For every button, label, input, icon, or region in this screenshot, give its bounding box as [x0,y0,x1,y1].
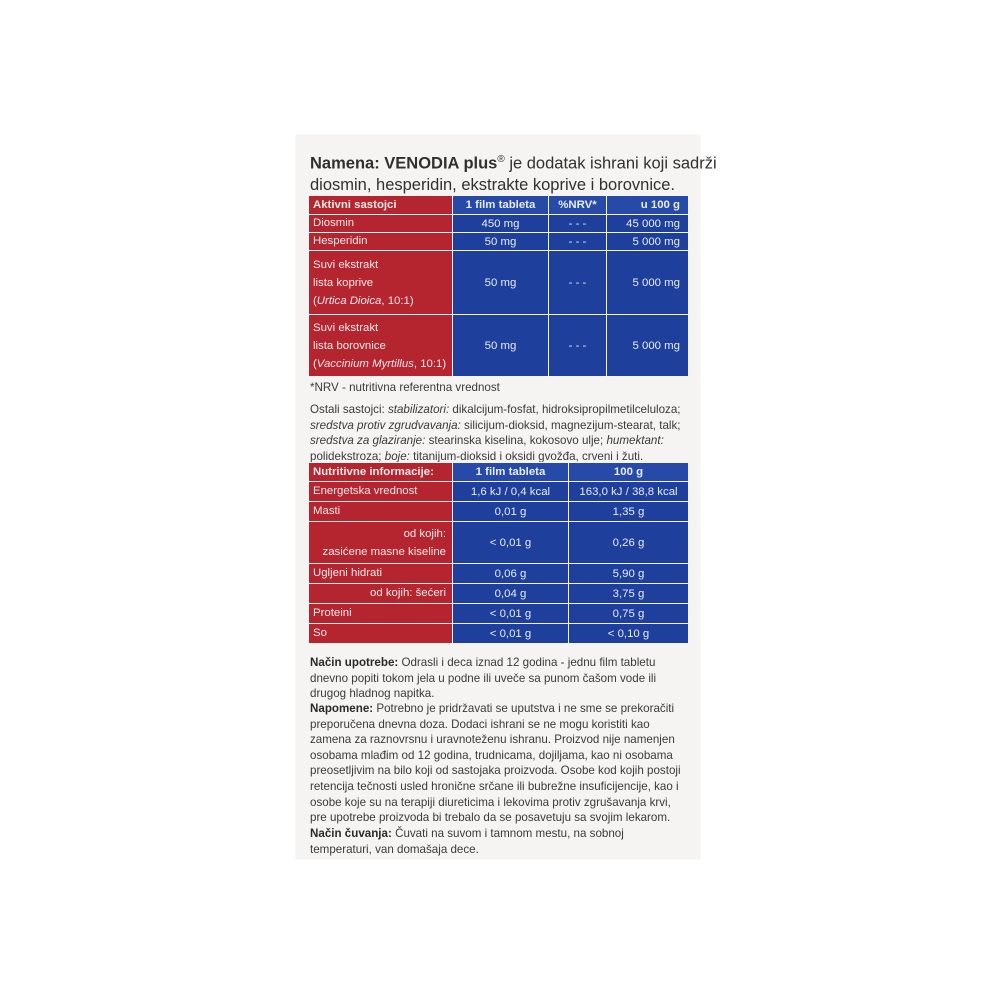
ingredient-name-line: lista koprive [313,276,374,289]
humectant-label: humektant: [606,434,664,448]
nutrient-tablet-value: 0,06 g [453,564,569,584]
active-ingredients-table [308,195,689,377]
ingredient-ratio: , 10:1) [381,294,414,307]
nutrient-name-line: zasićene masne kiseline [322,545,446,558]
nutrient-per100-value: 5,90 g [569,564,689,584]
table-row [309,522,689,564]
storage-section [310,826,688,857]
ingredient-nrv-value: - - - [549,315,607,377]
ingredient-per100-value: 5 000 mg [607,315,689,377]
storage-label: Način čuvanja: [310,827,392,840]
ingredient-latin-name: Vaccinium Myrtillus [316,357,414,370]
table-row [309,502,689,522]
header-per-tablet: 1 film tableta [453,196,549,215]
nutrient-name: Masti [309,502,453,522]
ingredient-nrv-value: - - - [549,215,607,233]
nutrient-tablet-value: < 0,01 g [453,522,569,564]
nutrient-tablet-value: 0,01 g [453,502,569,522]
anticaking-text: silicijum-dioksid, magnezijum-stearat, talk; [460,418,681,432]
nutrient-name [309,522,453,564]
table-row [309,604,689,624]
stabilizers-text: dikalcijum-fosfat, hidroksipropilmetilceluloza; [449,403,681,416]
header-per-100g: 100 g [569,463,689,482]
colors-label: boje: [384,449,410,463]
ingredient-name: Diosmin [309,215,453,233]
ingredient-nrv-value: - - - [549,251,607,315]
humectant-text: polidekstroza; [310,449,385,463]
table-row [309,482,689,502]
notes-text: Potrebno je pridržavati se uputstva i ne sme se prekoračiti preporučena dnevna doza. Dodaci ishrani se ne mogu koristiti kao zamena za raznovrsnu i uravnoteženu ishranu. Proizvod nije namenjen osobama mlađim od 12 godina, trudnicama, dojiljama, kao ni osobama preosetljivim na bilo koji od sastojaka proizvoda. Osobe kod kojih postoji retencija tečnosti usled hronične srčane ili bubrežne insuficijencije, kao i osobe koje su na terapiji diureticima i lekovima protiv zgrušavanja krvi, pre upotrebe proizvoda bi trebalo da se posavetuju sa svojim lekarom. [310,702,681,825]
nutrient-per100-value: 163,0 kJ / 38,8 kcal [569,482,689,502]
intro-line2: diosmin, hesperidin, ekstrakte koprive i borovnice. [310,175,676,194]
ingredient-name: Suvi ekstrakt lista koprive (Urtica Dioica, 10:1) [309,251,453,315]
ingredient-name: Hesperidin [309,233,453,251]
intro-label: Namena: [310,154,380,173]
glazing-label: sredstva za glaziranje: [310,434,426,448]
table-header-row [309,196,689,215]
nutrient-name: Ugljeni hidrati [309,564,453,584]
ingredient-tablet-value: 50 mg [453,315,549,377]
nutrient-name: Proteini [309,604,453,624]
usage-label: Način upotrebe: [310,656,399,669]
storage-text: Čuvati na suvom i tamnom mestu, na sobnoj temperaturi, van domašaja dece. [310,827,624,856]
header-active-ingredients: Aktivni sastojci [309,196,453,215]
nutrient-tablet-value: < 0,01 g [453,624,569,644]
table-row [309,564,689,584]
ingredient-name-line: Suvi ekstrakt [313,321,379,334]
ingredient-tablet-value: 450 mg [453,215,549,233]
table-row [309,251,689,315]
ingredient-tablet-value: 50 mg [453,251,549,315]
table-row [309,624,689,644]
nrv-footnote: *NRV - nutritivna referentna vrednost [310,381,500,394]
table-header-row [309,463,689,482]
brand-name: VENODIA plus [384,154,498,173]
table-row [309,584,689,604]
ingredient-per100-value: 45 000 mg [607,215,689,233]
header-nutrition-info: Nutritivne informacije: [309,463,453,482]
stabilizers-label: stabilizatori: [387,403,450,416]
ingredient-name: Suvi ekstrakt lista borovnice (Vaccinium Myrtillus, 10:1) [309,315,453,377]
nutrient-per100-value: 0,26 g [569,522,689,564]
nutrient-per100-value: 3,75 g [569,584,689,604]
nutrient-tablet-value: 1,6 kJ / 0,4 kcal [453,482,569,502]
usage-section [310,655,688,702]
header-per-100g: u 100 g [607,196,689,215]
ingredient-name-line: Suvi ekstrakt [313,258,379,271]
other-ingredients [310,402,688,464]
colors-text: titanijum-dioksid i oksidi gvožđa, crveni i žuti. [409,449,644,463]
nutrient-name: Energetska vrednost [309,482,453,502]
intro-line1: je dodatak ishrani koji sadrži [504,154,717,173]
notes-section [310,701,688,826]
notes-label: Napomene: [310,702,374,715]
nutrient-name: od kojih: šećeri [309,584,453,604]
header-per-tablet: 1 film tableta [453,463,569,482]
anticaking-label: sredstva protiv zgrudvavanja: [310,418,461,432]
nutrient-per100-value: 0,75 g [569,604,689,624]
product-label [296,135,717,859]
glazing-text: stearinska kiselina, kokosovo ulje; [425,434,607,448]
ingredient-ratio: , 10:1) [413,357,447,370]
other-ingredients-lead: Ostali sastojci: [310,403,388,416]
nutrient-name: So [309,624,453,644]
nutrient-tablet-value: < 0,01 g [453,604,569,624]
nutrient-per100-value: 1,35 g [569,502,689,522]
nutrient-name-line: od kojih: [403,527,446,540]
table-row [309,233,689,251]
table-row [309,215,689,233]
intro-text [310,149,717,196]
nutrient-tablet-value: 0,04 g [453,584,569,604]
ingredient-per100-value: 5 000 mg [607,233,689,251]
usage-text: Odrasli i deca iznad 12 godina - jednu film tabletu dnevno popiti tokom jela u podne ili uveče sa punom čašom vode ili drugog hladnog napitka. [310,656,657,701]
table-row [309,315,689,377]
header-nrv: %NRV* [549,196,607,215]
ingredient-per100-value: 5 000 mg [607,251,689,315]
registered-mark: ® [497,154,505,165]
nutrient-per100-value: < 0,10 g [569,624,689,644]
ingredient-name-line: lista borovnice [313,339,386,352]
ingredient-tablet-value: 50 mg [453,233,549,251]
nutrition-table [308,462,689,644]
ingredient-latin-name: Urtica Dioica [316,294,382,307]
ingredient-nrv-value: - - - [549,233,607,251]
